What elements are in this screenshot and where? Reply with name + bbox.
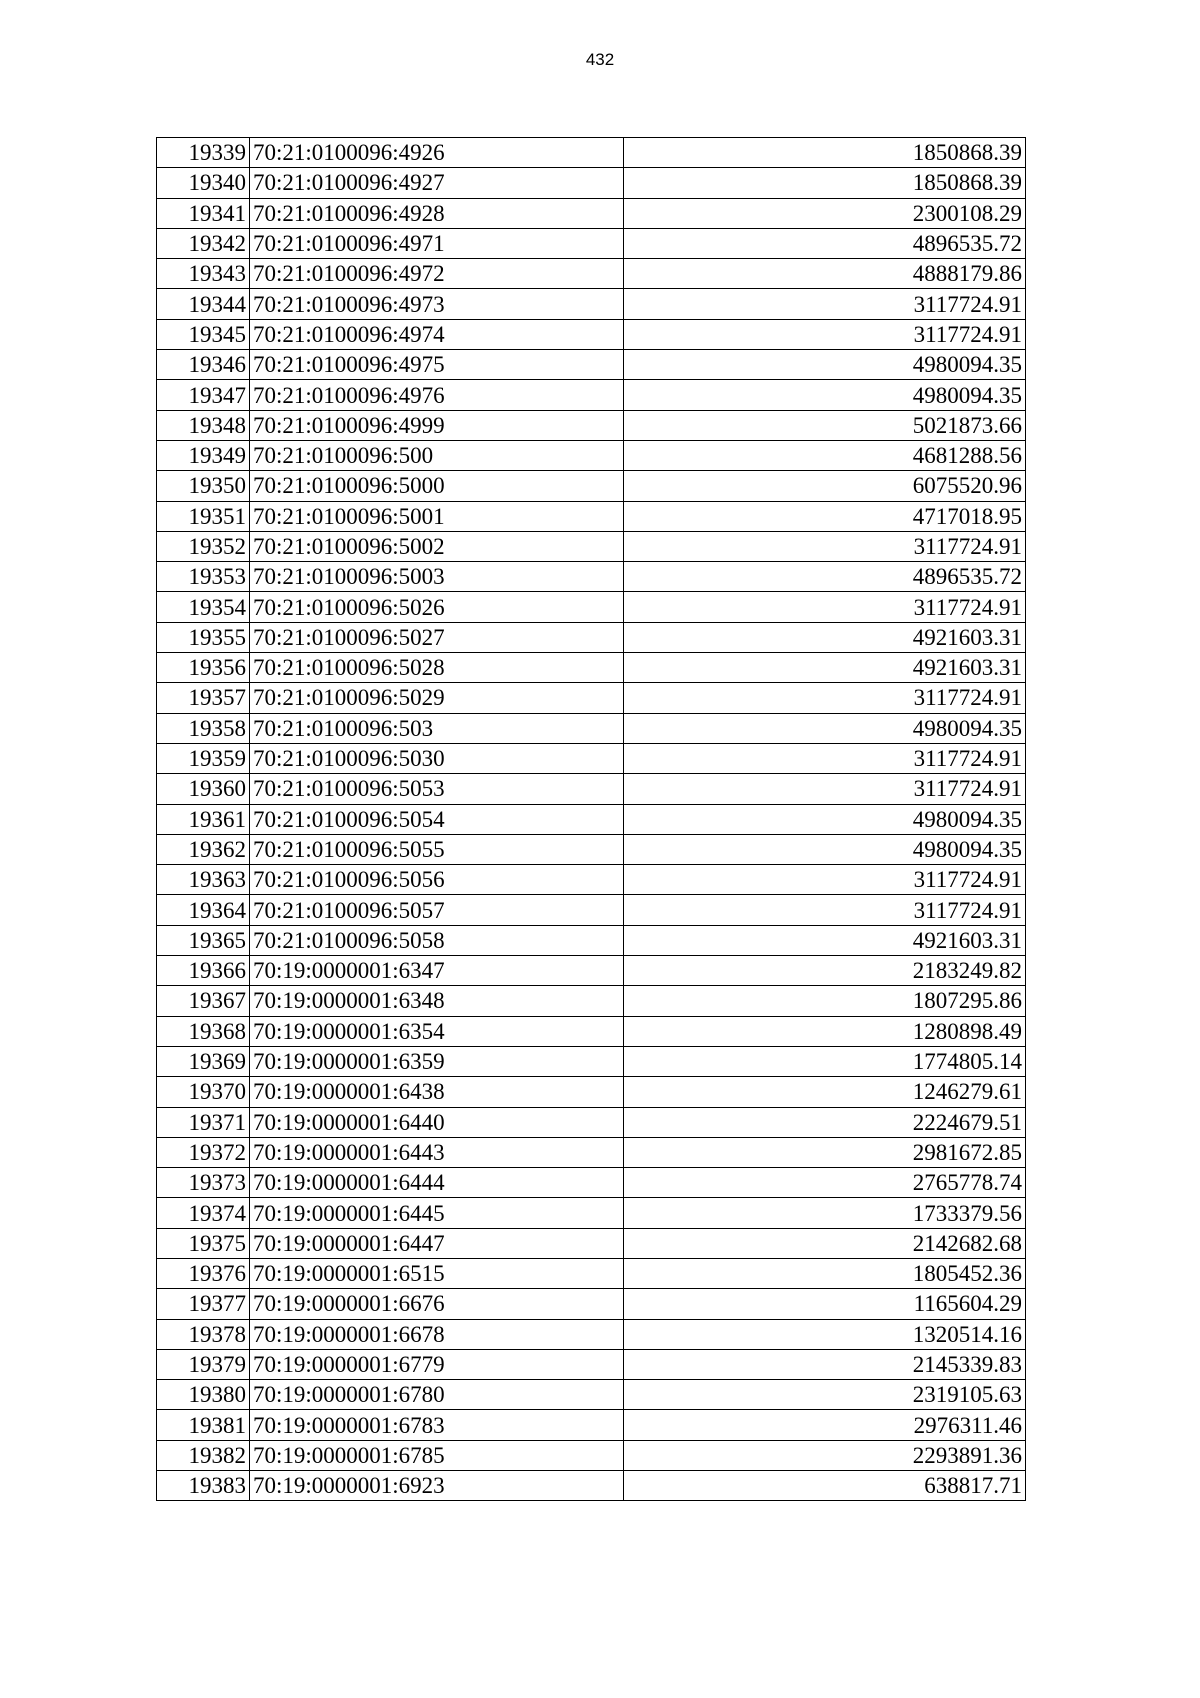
cadastral-value-cell: 3117724.91 <box>624 895 1026 925</box>
page-number: 432 <box>585 50 615 69</box>
table-row <box>157 350 1026 380</box>
row-number-cell: 19377 <box>157 1289 250 1319</box>
row-number-cell: 19349 <box>157 440 250 470</box>
table-row <box>157 865 1026 895</box>
cadastral-number-cell: 70:21:0100096:4928 <box>250 198 624 228</box>
row-number-cell: 19376 <box>157 1258 250 1288</box>
cadastral-number-cell: 70:19:0000001:6440 <box>250 1107 624 1137</box>
row-number-cell: 19346 <box>157 350 250 380</box>
table-row <box>157 228 1026 258</box>
cadastral-number-cell: 70:21:0100096:5058 <box>250 925 624 955</box>
cadastral-value-cell: 3117724.91 <box>624 531 1026 561</box>
row-number-cell: 19356 <box>157 653 250 683</box>
table-row <box>157 622 1026 652</box>
cadastral-number-cell: 70:19:0000001:6443 <box>250 1137 624 1167</box>
cadastral-value-cell: 4888179.86 <box>624 259 1026 289</box>
cadastral-number-cell: 70:21:0100096:500 <box>250 440 624 470</box>
cadastral-value-cell: 1280898.49 <box>624 1016 1026 1046</box>
row-number-cell: 19345 <box>157 319 250 349</box>
row-number-cell: 19340 <box>157 168 250 198</box>
cadastral-number-cell: 70:21:0100096:5028 <box>250 653 624 683</box>
table-row <box>157 713 1026 743</box>
cadastral-value-cell: 3117724.91 <box>624 865 1026 895</box>
table-row <box>157 592 1026 622</box>
table-row <box>157 319 1026 349</box>
table-row <box>157 804 1026 834</box>
cadastral-value-cell: 1733379.56 <box>624 1198 1026 1228</box>
cadastral-number-cell: 70:21:0100096:5057 <box>250 895 624 925</box>
table-row <box>157 471 1026 501</box>
table-row <box>157 986 1026 1016</box>
cadastral-number-cell: 70:19:0000001:6354 <box>250 1016 624 1046</box>
table-row <box>157 259 1026 289</box>
cadastral-value-cell: 4980094.35 <box>624 834 1026 864</box>
cadastral-value-cell: 4921603.31 <box>624 925 1026 955</box>
table-body <box>157 138 1026 1501</box>
table-row <box>157 562 1026 592</box>
cadastral-number-cell: 70:21:0100096:4926 <box>250 138 624 168</box>
row-number-cell: 19358 <box>157 713 250 743</box>
cadastral-value-cell: 2981672.85 <box>624 1137 1026 1167</box>
table-row <box>157 440 1026 470</box>
cadastral-number-cell: 70:21:0100096:5055 <box>250 834 624 864</box>
row-number-cell: 19339 <box>157 138 250 168</box>
cadastral-value-cell: 3117724.91 <box>624 319 1026 349</box>
cadastral-number-cell: 70:19:0000001:6676 <box>250 1289 624 1319</box>
cadastral-number-cell: 70:21:0100096:4974 <box>250 319 624 349</box>
cadastral-value-cell: 2300108.29 <box>624 198 1026 228</box>
table-row <box>157 1471 1026 1501</box>
cadastral-number-cell: 70:21:0100096:4999 <box>250 410 624 440</box>
table-row <box>157 1410 1026 1440</box>
cadastral-value-cell: 2319105.63 <box>624 1380 1026 1410</box>
row-number-cell: 19380 <box>157 1380 250 1410</box>
cadastral-value-cell: 2293891.36 <box>624 1440 1026 1470</box>
row-number-cell: 19371 <box>157 1107 250 1137</box>
cadastral-value-cell: 4921603.31 <box>624 653 1026 683</box>
table-row <box>157 168 1026 198</box>
cadastral-value-cell: 2976311.46 <box>624 1410 1026 1440</box>
row-number-cell: 19370 <box>157 1077 250 1107</box>
table-row <box>157 380 1026 410</box>
table-row <box>157 410 1026 440</box>
row-number-cell: 19378 <box>157 1319 250 1349</box>
cadastral-value-cell: 3117724.91 <box>624 683 1026 713</box>
row-number-cell: 19343 <box>157 259 250 289</box>
cadastral-number-cell: 70:21:0100096:5026 <box>250 592 624 622</box>
table-row <box>157 138 1026 168</box>
cadastral-value-cell: 3117724.91 <box>624 289 1026 319</box>
cadastral-number-cell: 70:21:0100096:4927 <box>250 168 624 198</box>
table-row <box>157 1077 1026 1107</box>
row-number-cell: 19348 <box>157 410 250 440</box>
cadastral-value-cell: 3117724.91 <box>624 592 1026 622</box>
table-row <box>157 743 1026 773</box>
cadastral-number-cell: 70:19:0000001:6779 <box>250 1349 624 1379</box>
cadastral-number-cell: 70:19:0000001:6438 <box>250 1077 624 1107</box>
cadastral-number-cell: 70:19:0000001:6447 <box>250 1228 624 1258</box>
cadastral-number-cell: 70:21:0100096:5053 <box>250 774 624 804</box>
cadastral-value-cell: 1805452.36 <box>624 1258 1026 1288</box>
cadastral-value-cell: 3117724.91 <box>624 743 1026 773</box>
row-number-cell: 19341 <box>157 198 250 228</box>
cadastral-number-cell: 70:21:0100096:503 <box>250 713 624 743</box>
row-number-cell: 19382 <box>157 1440 250 1470</box>
cadastral-number-cell: 70:19:0000001:6923 <box>250 1471 624 1501</box>
row-number-cell: 19363 <box>157 865 250 895</box>
cadastral-value-cell: 4896535.72 <box>624 562 1026 592</box>
cadastral-value-cell: 1320514.16 <box>624 1319 1026 1349</box>
table-row <box>157 1440 1026 1470</box>
row-number-cell: 19355 <box>157 622 250 652</box>
cadastral-value-cell: 4980094.35 <box>624 350 1026 380</box>
table-row <box>157 1198 1026 1228</box>
row-number-cell: 19342 <box>157 228 250 258</box>
cadastral-value-cell: 4717018.95 <box>624 501 1026 531</box>
cadastral-value-cell: 4896535.72 <box>624 228 1026 258</box>
row-number-cell: 19351 <box>157 501 250 531</box>
row-number-cell: 19372 <box>157 1137 250 1167</box>
cadastral-number-cell: 70:19:0000001:6444 <box>250 1168 624 1198</box>
cadastral-number-cell: 70:21:0100096:4971 <box>250 228 624 258</box>
table-row <box>157 1380 1026 1410</box>
table-row <box>157 683 1026 713</box>
cadastral-value-cell: 4921603.31 <box>624 622 1026 652</box>
cadastral-number-cell: 70:21:0100096:5002 <box>250 531 624 561</box>
row-number-cell: 19374 <box>157 1198 250 1228</box>
table-row <box>157 1168 1026 1198</box>
cadastral-number-cell: 70:19:0000001:6348 <box>250 986 624 1016</box>
table-row <box>157 289 1026 319</box>
cadastral-value-cell: 1246279.61 <box>624 1077 1026 1107</box>
table-row <box>157 1319 1026 1349</box>
cadastral-number-cell: 70:21:0100096:5027 <box>250 622 624 652</box>
cadastral-number-cell: 70:19:0000001:6678 <box>250 1319 624 1349</box>
table-row <box>157 774 1026 804</box>
row-number-cell: 19383 <box>157 1471 250 1501</box>
cadastral-number-cell: 70:21:0100096:5029 <box>250 683 624 713</box>
cadastral-number-cell: 70:19:0000001:6783 <box>250 1410 624 1440</box>
cadastral-value-cell: 4980094.35 <box>624 804 1026 834</box>
cadastral-number-cell: 70:21:0100096:5054 <box>250 804 624 834</box>
row-number-cell: 19369 <box>157 1046 250 1076</box>
cadastral-value-table <box>156 137 1026 1501</box>
row-number-cell: 19367 <box>157 986 250 1016</box>
cadastral-value-cell: 2183249.82 <box>624 956 1026 986</box>
cadastral-value-cell: 4980094.35 <box>624 713 1026 743</box>
cadastral-number-cell: 70:21:0100096:5056 <box>250 865 624 895</box>
table-row <box>157 834 1026 864</box>
cadastral-value-cell: 2224679.51 <box>624 1107 1026 1137</box>
row-number-cell: 19357 <box>157 683 250 713</box>
row-number-cell: 19359 <box>157 743 250 773</box>
table-row <box>157 1046 1026 1076</box>
cadastral-value-cell: 1774805.14 <box>624 1046 1026 1076</box>
row-number-cell: 19354 <box>157 592 250 622</box>
cadastral-number-cell: 70:21:0100096:4976 <box>250 380 624 410</box>
row-number-cell: 19350 <box>157 471 250 501</box>
row-number-cell: 19381 <box>157 1410 250 1440</box>
row-number-cell: 19366 <box>157 956 250 986</box>
cadastral-number-cell: 70:19:0000001:6515 <box>250 1258 624 1288</box>
cadastral-number-cell: 70:19:0000001:6445 <box>250 1198 624 1228</box>
cadastral-value-cell: 2142682.68 <box>624 1228 1026 1258</box>
cadastral-number-cell: 70:21:0100096:5000 <box>250 471 624 501</box>
row-number-cell: 19364 <box>157 895 250 925</box>
cadastral-number-cell: 70:19:0000001:6785 <box>250 1440 624 1470</box>
cadastral-value-cell: 3117724.91 <box>624 774 1026 804</box>
cadastral-value-cell: 638817.71 <box>624 1471 1026 1501</box>
table-row <box>157 1016 1026 1046</box>
cadastral-number-cell: 70:21:0100096:5003 <box>250 562 624 592</box>
cadastral-value-cell: 1850868.39 <box>624 168 1026 198</box>
row-number-cell: 19361 <box>157 804 250 834</box>
cadastral-number-cell: 70:21:0100096:4972 <box>250 259 624 289</box>
cadastral-value-cell: 5021873.66 <box>624 410 1026 440</box>
table-row <box>157 198 1026 228</box>
cadastral-value-cell: 2765778.74 <box>624 1168 1026 1198</box>
cadastral-number-cell: 70:19:0000001:6347 <box>250 956 624 986</box>
row-number-cell: 19362 <box>157 834 250 864</box>
table-row <box>157 1258 1026 1288</box>
row-number-cell: 19379 <box>157 1349 250 1379</box>
cadastral-value-cell: 4980094.35 <box>624 380 1026 410</box>
cadastral-value-cell: 1807295.86 <box>624 986 1026 1016</box>
table-row <box>157 956 1026 986</box>
table-row <box>157 653 1026 683</box>
cadastral-number-cell: 70:21:0100096:5001 <box>250 501 624 531</box>
table-row <box>157 501 1026 531</box>
cadastral-number-cell: 70:19:0000001:6359 <box>250 1046 624 1076</box>
cadastral-number-cell: 70:21:0100096:5030 <box>250 743 624 773</box>
row-number-cell: 19365 <box>157 925 250 955</box>
cadastral-number-cell: 70:19:0000001:6780 <box>250 1380 624 1410</box>
table-row <box>157 1349 1026 1379</box>
row-number-cell: 19353 <box>157 562 250 592</box>
cadastral-number-cell: 70:21:0100096:4975 <box>250 350 624 380</box>
table-row <box>157 1107 1026 1137</box>
row-number-cell: 19347 <box>157 380 250 410</box>
row-number-cell: 19344 <box>157 289 250 319</box>
row-number-cell: 19375 <box>157 1228 250 1258</box>
cadastral-value-cell: 1165604.29 <box>624 1289 1026 1319</box>
row-number-cell: 19373 <box>157 1168 250 1198</box>
cadastral-number-cell: 70:21:0100096:4973 <box>250 289 624 319</box>
cadastral-value-cell: 2145339.83 <box>624 1349 1026 1379</box>
cadastral-value-cell: 4681288.56 <box>624 440 1026 470</box>
row-number-cell: 19360 <box>157 774 250 804</box>
table-row <box>157 925 1026 955</box>
table-row <box>157 531 1026 561</box>
table-row <box>157 895 1026 925</box>
cadastral-value-cell: 6075520.96 <box>624 471 1026 501</box>
row-number-cell: 19352 <box>157 531 250 561</box>
table-row <box>157 1137 1026 1167</box>
table-row <box>157 1289 1026 1319</box>
row-number-cell: 19368 <box>157 1016 250 1046</box>
cadastral-value-cell: 1850868.39 <box>624 138 1026 168</box>
table-row <box>157 1228 1026 1258</box>
